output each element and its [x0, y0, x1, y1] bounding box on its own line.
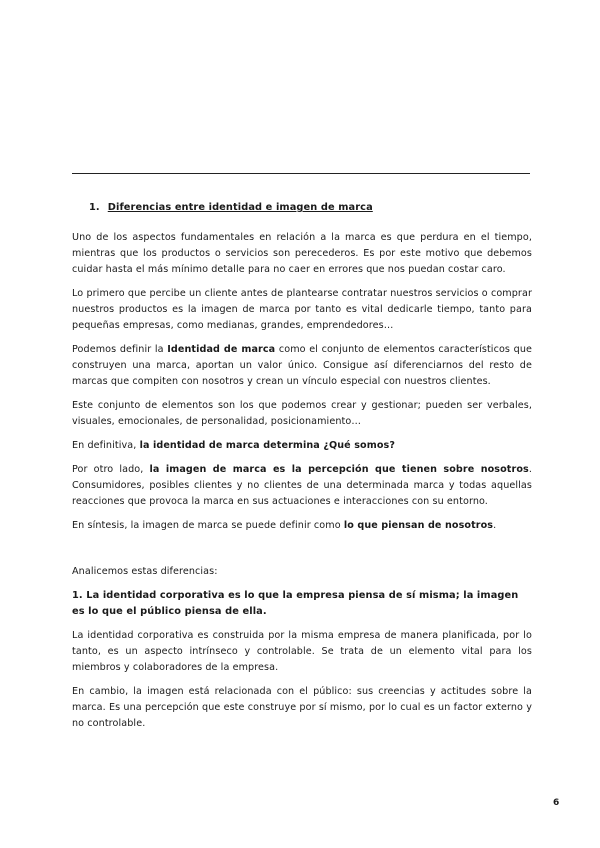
document-body	[72, 200, 532, 740]
page-number: 6	[553, 798, 560, 808]
paragraph-6	[72, 462, 532, 510]
paragraph-7-text: En síntesis, la imagen de marca se puede definir como	[72, 520, 344, 531]
paragraph-4: Este conjunto de elementos son los que podemos crear y gestionar; pueden ser verbales, visuales, emocionales, de personalidad, posicionamiento…	[72, 400, 532, 427]
paragraph-7	[72, 518, 532, 534]
paragraph-1: Uno de los aspectos fundamentales en relación a la marca es que perdura en el tiempo, mientras que los productos o servicios son perecederos. Es por este motivo que debemos cuidar hasta el más mínimo detalle para no caer en errores que nos puedan costar caro.	[72, 232, 532, 275]
subheading-1: 1. La identidad corporativa es lo que la empresa piensa de sí misma; la imagen es lo que el público piensa de ella.	[72, 590, 519, 617]
paragraph-3-text: Podemos definir la	[72, 344, 168, 355]
paragraph-5-text: En definitiva,	[72, 440, 140, 451]
paragraph-6-bold: la imagen de marca es la percepción que tienen sobre nosotros	[149, 464, 529, 475]
paragraph-2: Lo primero que percibe un cliente antes de plantearse contratar nuestros servicios o comprar nuestros productos es la imagen de marca por tanto es vital dedicarle tiempo, tanto para pequeñas empresas, como medianas, grandes, emprendedores…	[72, 288, 532, 331]
paragraph-3-text-end: como el conjunto de elementos característicos que construyen una marca, aportan un valor único. Consigue así diferenciarnos del resto de marcas que compiten con nosotros y crean un vínculo especial con nuestros clientes.	[72, 344, 533, 387]
paragraph-10: En cambio, la imagen está relacionada con el público: sus creencias y actitudes sobre la marca. Es una percepción que este construye por sí mismo, por lo cual es un factor externo y no controlable.	[72, 686, 532, 729]
section-number: 1.	[89, 202, 100, 213]
header-rule	[72, 173, 530, 174]
paragraph-5-bold: la identidad de marca determina ¿Qué somos?	[139, 440, 395, 451]
section-title: Diferencias entre identidad e imagen de marca	[107, 202, 373, 213]
paragraph-6-text: Por otro lado,	[72, 464, 150, 475]
paragraph-6-text-end: . Consumidores, posibles clientes y no clientes de una determinada marca y todas aquellas reacciones que provoca la marca en sus actuaciones e interacciones con su entorno.	[72, 464, 532, 507]
paragraph-3	[72, 342, 532, 390]
paragraph-7-bold: lo que piensan de nosotros	[343, 520, 494, 531]
paragraph-8: Analicemos estas diferencias:	[72, 566, 218, 577]
paragraph-9: La identidad corporativa es construida por la misma empresa de manera planificada, por lo tanto, es un aspecto intrínseco y controlable. Se trata de un elemento vital para los miembros y colaboradores de la empresa.	[72, 630, 532, 673]
paragraph-5	[72, 438, 532, 454]
paragraph-3-bold: Identidad de marca	[167, 344, 276, 355]
paragraph-7-text-end: .	[493, 520, 497, 531]
section-heading	[89, 200, 532, 216]
